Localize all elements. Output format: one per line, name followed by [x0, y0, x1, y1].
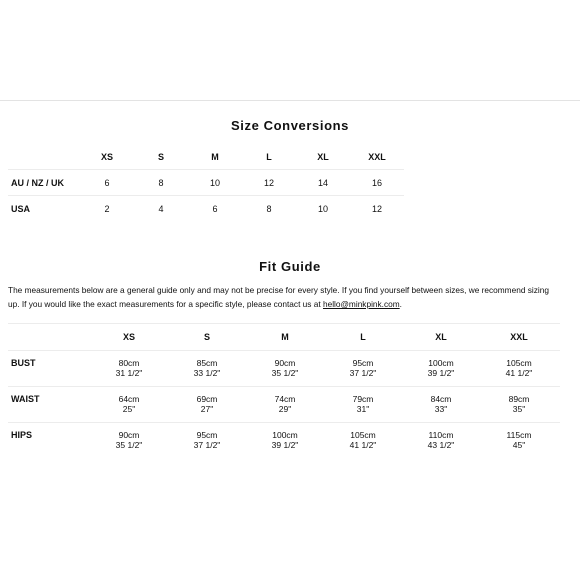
contact-email-link[interactable]: hello@minkpink.com [322, 299, 400, 309]
inch-value: 35 1/2" [271, 368, 299, 378]
cm-value: 85cm [196, 358, 218, 368]
top-divider [0, 100, 580, 101]
measurement-cell [480, 358, 558, 378]
measurement-cell [246, 358, 324, 378]
cm-value: 90cm [274, 358, 296, 368]
inch-value: 29" [278, 404, 292, 414]
table-row [8, 387, 560, 423]
inch-value: 33" [434, 404, 448, 414]
row-label: WAIST [11, 394, 40, 404]
size-header-cell: XL [317, 152, 329, 162]
measurement-cell [168, 358, 246, 378]
cm-value: 115cm [506, 430, 532, 440]
table-row [8, 423, 560, 459]
table-cell: 10 [209, 177, 220, 188]
inch-value: 37 1/2" [193, 440, 221, 450]
fit-header-cell: XXL [510, 332, 528, 342]
cm-value: 69cm [196, 394, 218, 404]
measurement-cell [246, 394, 324, 414]
row-label: BUST [11, 358, 36, 368]
inch-value: 31 1/2" [115, 368, 143, 378]
cm-value: 74cm [274, 394, 296, 404]
cm-value: 80cm [118, 358, 140, 368]
fit-header-cell: S [203, 332, 210, 342]
table-cell: 14 [317, 177, 328, 188]
inch-value: 41 1/2" [349, 440, 377, 450]
size-conversions-title: Size Conversions [231, 118, 349, 133]
inch-value: 35 1/2" [115, 440, 143, 450]
inch-value: 41 1/2" [505, 368, 533, 378]
inch-value: 43 1/2" [427, 440, 455, 450]
table-row [8, 351, 560, 387]
cm-value: 90cm [118, 430, 140, 440]
measurement-cell [324, 358, 402, 378]
inch-value: 39 1/2" [271, 440, 299, 450]
table-cell: 12 [371, 204, 382, 214]
table-cell: 8 [158, 177, 164, 188]
measurement-cell [480, 430, 558, 450]
table-cell: 16 [371, 177, 382, 188]
measurement-cell [402, 394, 480, 414]
fit-header-row [8, 324, 560, 351]
cm-value: 95cm [196, 430, 218, 440]
table-cell: 6 [104, 177, 110, 188]
cm-value: 84cm [430, 394, 452, 404]
inch-value: 33 1/2" [193, 368, 221, 378]
fit-guide-title: Fit Guide [259, 259, 321, 274]
description-text: up. If you would like the exact measurements for a specific style, please contact us at [8, 299, 323, 309]
table-cell: 2 [104, 204, 110, 214]
inch-value: 25" [122, 404, 136, 414]
size-conversions-table [8, 145, 404, 222]
row-label: USA [11, 204, 31, 214]
measurement-cell [324, 430, 402, 450]
size-header-cell: M [211, 152, 219, 162]
size-header-cell: S [157, 152, 164, 162]
fit-header-cell: XL [435, 332, 447, 342]
cm-value: 105cm [350, 430, 376, 440]
inch-value: 45" [512, 440, 526, 450]
inch-value: 39 1/2" [427, 368, 455, 378]
measurement-cell [402, 358, 480, 378]
measurement-cell [90, 358, 168, 378]
inch-value: 27" [200, 404, 214, 414]
size-header-cell: L [266, 152, 272, 162]
cm-value: 105cm [506, 358, 532, 368]
cm-value: 110cm [428, 430, 454, 440]
description-line [8, 297, 580, 311]
fit-guide-description [8, 283, 580, 311]
measurement-cell [168, 394, 246, 414]
table-cell: 10 [317, 204, 328, 214]
size-header-cell: XS [100, 152, 113, 162]
cm-value: 79cm [352, 394, 374, 404]
measurement-cell [324, 394, 402, 414]
table-cell: 12 [263, 177, 274, 188]
description-text: . [399, 299, 402, 309]
cm-value: 89cm [508, 394, 530, 404]
measurement-cell [246, 430, 324, 450]
description-line: The measurements below are a general guide only and may not be precise for every style. If you find yourself between sizes, we recommend sizing [8, 285, 549, 295]
fit-guide-table [8, 324, 560, 459]
size-header-row [8, 145, 404, 170]
table-cell: 6 [212, 204, 218, 214]
measurement-cell [90, 394, 168, 414]
measurement-cell [402, 430, 480, 450]
table-row [8, 170, 404, 196]
row-label: AU / NZ / UK [11, 177, 64, 188]
size-header-cell: XXL [368, 152, 386, 162]
table-cell: 8 [266, 204, 272, 214]
measurement-cell [480, 394, 558, 414]
cm-value: 95cm [352, 358, 374, 368]
row-label: HIPS [11, 430, 33, 440]
fit-header-cell: M [281, 332, 289, 342]
measurement-cell [90, 430, 168, 450]
inch-value: 37 1/2" [349, 368, 377, 378]
measurement-cell [168, 430, 246, 450]
cm-value: 100cm [272, 430, 298, 440]
inch-value: 31" [356, 404, 370, 414]
cm-value: 64cm [118, 394, 140, 404]
table-row [8, 196, 404, 222]
fit-header-cell: XS [122, 332, 135, 342]
inch-value: 35" [512, 404, 526, 414]
cm-value: 100cm [428, 358, 454, 368]
table-cell: 4 [158, 204, 164, 214]
fit-header-cell: L [360, 332, 366, 342]
